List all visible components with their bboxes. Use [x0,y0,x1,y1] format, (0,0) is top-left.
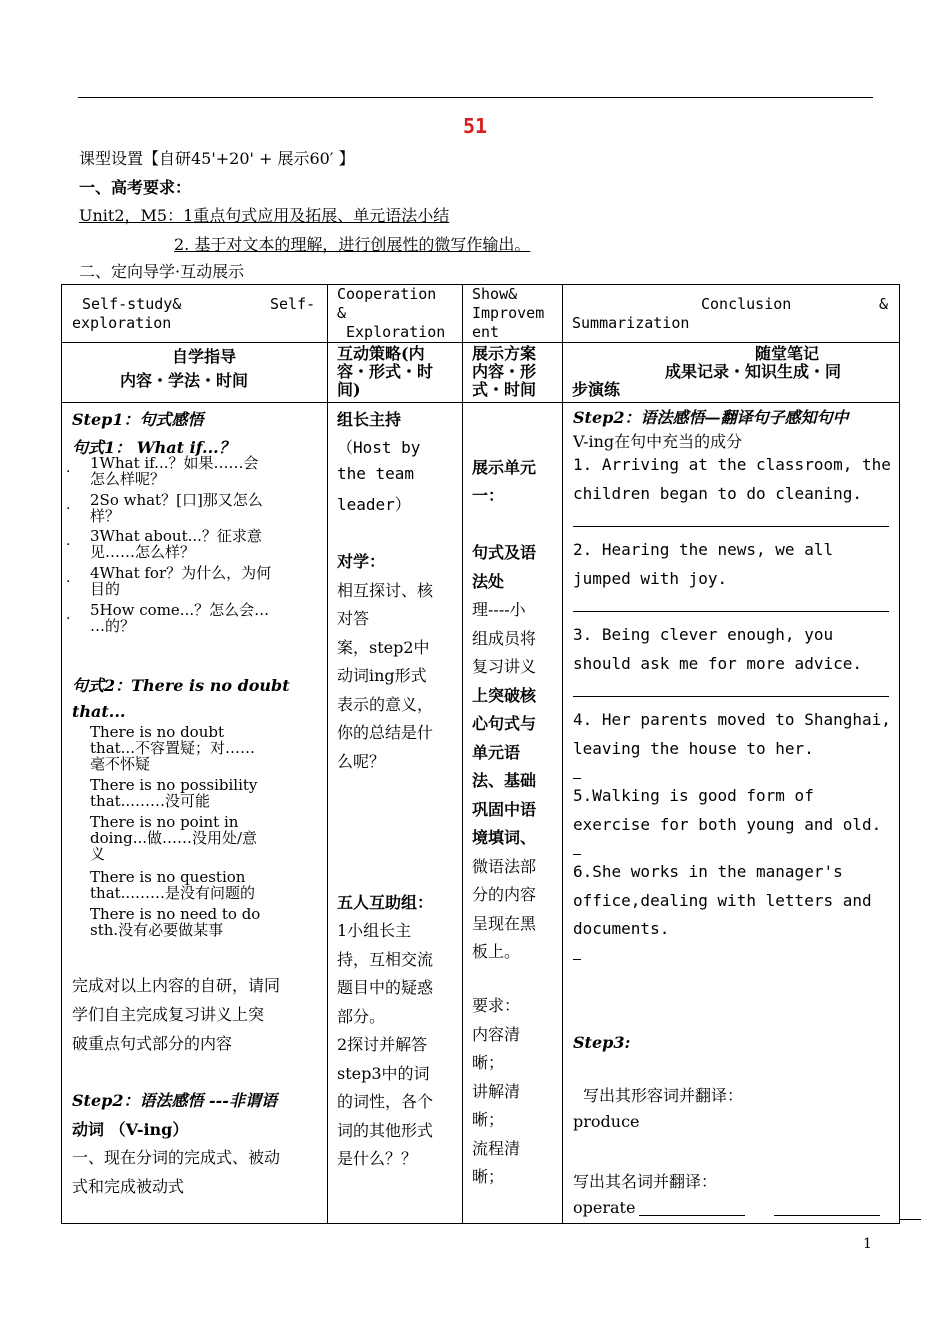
bullet-dot-4: . [66,570,71,586]
pattern1-item-5b: …的？ [90,617,136,635]
pattern2-line-2: that...不容置疑；对…… [90,739,255,757]
sentence-4b: leaving the house to her. [573,739,814,758]
subheader-1-a: 自学指导 [172,347,237,366]
coop-pair-3: 案，step2中 [337,638,430,657]
answer-line-2[interactable] [573,611,889,612]
content-cell-cooperation [328,403,463,1224]
selfstudy-para-1: 完成对以上内容的自研，请同 [72,976,281,995]
step2-title-a: Step2：语法感悟 ---非谓语 [72,1091,277,1110]
adj-word: produce [573,1112,640,1131]
coop-group-3: 题目中的疑惑 [337,978,434,997]
sentence-3a: 3. Being clever enough, you [573,625,834,644]
subheader-2-b: 容・形式・时 [337,362,434,381]
pattern2-line-6: There is no point in [90,813,239,831]
show-req-2: 内容清 [472,1025,521,1044]
subheader-cell-3 [463,343,563,403]
pattern2-title-a: 句式2：There is no doubt [72,676,290,695]
show-plan-6: 上突破核 [472,686,537,705]
subheader-4-c: 步演练 [572,380,621,399]
coop-host-2: （Host by [337,438,421,457]
requirement-line-2: 2. 基于对文本的理解，进行创展性的微写作输出。 [174,235,531,254]
content-cell-show [463,403,563,1224]
header-2-b: & [337,304,347,322]
pattern2-line-9: There is no question [90,868,246,886]
show-req-7: 晰； [472,1167,505,1186]
subheader-3-b: 内容・形 [472,362,537,381]
show-req-4: 讲解清 [472,1082,521,1101]
content-cell-selfstudy [62,403,328,1224]
header-cell-1 [62,285,328,343]
step2-text-1: 一、现在分词的完成式、被动 [72,1148,281,1167]
header-4-b: & [879,295,889,313]
sentence-6c: documents. [573,919,670,938]
subheader-1-b: 内容・学法・时间 [120,371,249,390]
show-plan-8: 单元语 [472,743,521,762]
header-4-c: Summarization [572,314,690,332]
subheader-cell-1 [62,343,328,403]
show-plan-7: 心句式与 [472,714,537,733]
header-cell-2 [328,285,463,343]
sentence-6a: 6.She works in the manager's [573,862,843,881]
lesson-number: 51 [462,114,488,138]
content-cell-conclusion [563,403,900,1224]
pattern1-item-1a: 1What if...？如果……会 [90,454,259,472]
header-row [62,285,900,343]
subheader-cell-4 [563,343,900,403]
noun-word: operate [573,1198,636,1217]
sentence-2b: jumped with joy. [573,569,728,588]
coop-pair-title: 对学： [337,552,386,571]
subheader-3-a: 展示方案 [472,344,537,363]
bullet-dot-5: . [66,607,71,623]
content-row [62,403,900,1224]
header-3-a: Show& [472,285,518,303]
noun-blank-2[interactable] [774,1215,880,1216]
pattern2-line-8: 义 [90,845,106,863]
coop-group-7: 的词性，各个 [337,1092,434,1111]
subheader-cell-2 [328,343,463,403]
subheader-4-a: 随堂笔记 [755,344,820,363]
pattern2-title-b: that... [72,702,126,721]
pattern1-item-4b: 目的 [90,580,121,598]
coop-group-6: step3中的词 [337,1064,430,1083]
show-req-6: 流程清 [472,1139,521,1158]
coop-group-8: 词的其他形式 [337,1121,434,1140]
conclusion-step2-a: Step2：语法感悟—翻译句子感知句中 [573,408,849,427]
pattern2-line-11: There is no need to do [90,905,261,923]
bullet-dot-2: . [66,497,71,513]
coop-pair-4: 动词ing形式 [337,666,427,685]
show-plan-13: 分的内容 [472,885,537,904]
step2-title-b: 动词 （V-ing） [72,1120,189,1139]
coop-group-1: 1小组长主 [337,921,412,940]
pattern2-line-4: There is no possibility [90,776,258,794]
conclusion-step2-b: V-ing在句中充当的成分 [573,432,743,451]
coop-group-9: 是什么？？ [337,1149,418,1168]
pattern1-title: 句式1： What if...？ [72,438,235,457]
answer-mark-5[interactable] [573,854,581,855]
pattern2-line-7: doing...做……没用处/意 [90,829,258,847]
answer-line-1[interactable] [573,526,889,527]
top-rule [78,97,873,98]
header-cell-4 [563,285,900,343]
requirement-line-1: Unit2，M5：1重点句式应用及拓展、单元语法小结 [79,206,450,225]
subheader-2-a: 互动策略(内 [337,344,425,363]
sentence-6b: office,dealing with letters and [573,891,872,910]
show-unit-1: 展示单元 [472,458,537,477]
guide-table [61,284,900,1224]
answer-line-3[interactable] [573,696,889,697]
show-unit-2: 一： [472,486,505,505]
show-plan-5: 复习讲义 [472,657,537,676]
coop-group-2: 持，互相交流 [337,950,434,969]
show-plan-1: 句式及语 [472,543,537,562]
show-plan-15: 板上。 [472,942,521,961]
coop-pair-7: 么呢？ [337,752,386,771]
sentence-5b: exercise for both young and old. [573,815,882,834]
coop-pair-1: 相互探讨、核 [337,581,434,600]
bullet-dot-1: . [66,460,71,476]
pattern1-item-3b: 见……怎么样？ [90,543,196,561]
pattern1-item-2a: 2So what？[口]那又怎么 [90,491,263,509]
pattern1-item-3a: 3What about...？征求意 [90,527,262,545]
pattern2-line-1: There is no doubt [90,723,225,741]
subheader-2-c: 间) [337,380,361,399]
show-plan-11: 境填词、 [472,828,537,847]
coop-group-5: 2探讨并解答 [337,1035,428,1054]
show-plan-9: 法、基础 [472,771,537,790]
pattern2-line-3: 毫不怀疑 [90,755,151,773]
show-plan-10: 巩固中语 [472,800,537,819]
coop-group-4: 部分。 [337,1007,386,1026]
answer-mark-4[interactable] [573,778,581,779]
coop-host-3: the team [337,464,415,483]
header-4-a: Conclusion [701,295,792,313]
header-1-c: exploration [72,314,172,332]
show-plan-3: 理----小 [472,600,526,619]
pattern2-line-5: that...……没可能 [90,792,210,810]
coop-pair-6: 你的总结是什 [337,723,434,742]
show-req-3: 晰； [472,1053,505,1072]
pattern1-item-4a: 4What for？为什么，为何 [90,564,272,582]
header-1-b: Self- [270,295,316,313]
sentence-2a: 2. Hearing the news, we all [573,540,834,559]
noun-prompt: 写出其名词并翻译： [573,1172,718,1191]
show-plan-4: 组成员将 [472,629,537,648]
noun-blank-1[interactable] [639,1215,745,1216]
pattern2-line-12: sth.没有必要做某事 [90,921,224,939]
adj-prompt: 写出其形容词并翻译： [583,1086,744,1105]
sentence-5a: 5.Walking is good form of [573,786,814,805]
coop-host-1: 组长主持 [337,410,402,429]
subheader-row [62,343,900,403]
subheader-3-c: 式・时间 [472,380,537,399]
page-number: 1 [863,1236,872,1252]
bullet-dot-3: . [66,533,71,549]
pattern2-line-10: that...……是没有问题的 [90,884,255,902]
header-2-c: Exploration [346,323,446,341]
pattern1-item-5a: 5How come...？怎么会… [90,601,270,619]
step2-text-2: 式和完成被动式 [72,1177,185,1196]
header-2-a: Cooperation [337,285,437,303]
sentence-4a: 4. Her parents moved to Shanghai, [573,710,891,729]
pattern1-item-2b: 样？ [90,507,121,525]
show-req-5: 晰； [472,1110,505,1129]
course-setup: 课型设置【自研45'+20' + 展示60′ 】 [79,149,355,168]
section1-title: 一、高考要求： [79,178,192,197]
conclusion-step3: Step3: [573,1033,631,1052]
coop-group-title: 五人互助组： [337,893,434,912]
coop-pair-5: 表示的意义， [337,695,434,714]
show-plan-12: 微语法部 [472,857,537,876]
selfstudy-para-2: 学们自主完成复习讲义上突 [72,1005,265,1024]
show-plan-14: 呈现在黑 [472,914,537,933]
show-req-1: 要求： [472,996,521,1015]
pattern1-item-1b: 怎么样呢？ [90,470,166,488]
coop-host-4: leader） [337,495,411,514]
table-edge-rule [899,1219,921,1220]
sentence-1a: 1. Arriving at the classroom, the [573,455,891,474]
header-cell-3 [463,285,563,343]
sentence-1b: children began to do cleaning. [573,484,862,503]
show-plan-2: 法处 [472,572,505,591]
subheader-4-b: 成果记录・知识生成・同 [665,362,842,381]
answer-mark-6[interactable] [573,959,581,960]
coop-pair-2: 对答 [337,609,370,628]
section2-title: 二、定向导学·互动展示 [79,262,245,281]
sentence-3b: should ask me for more advice. [573,654,862,673]
step1-title: Step1：句式感悟 [72,410,204,429]
header-1-a: Self-study& [82,295,182,313]
header-3-c: ent [472,323,500,341]
selfstudy-para-3: 破重点句式部分的内容 [72,1034,233,1053]
header-3-b: Improvem [472,304,545,322]
